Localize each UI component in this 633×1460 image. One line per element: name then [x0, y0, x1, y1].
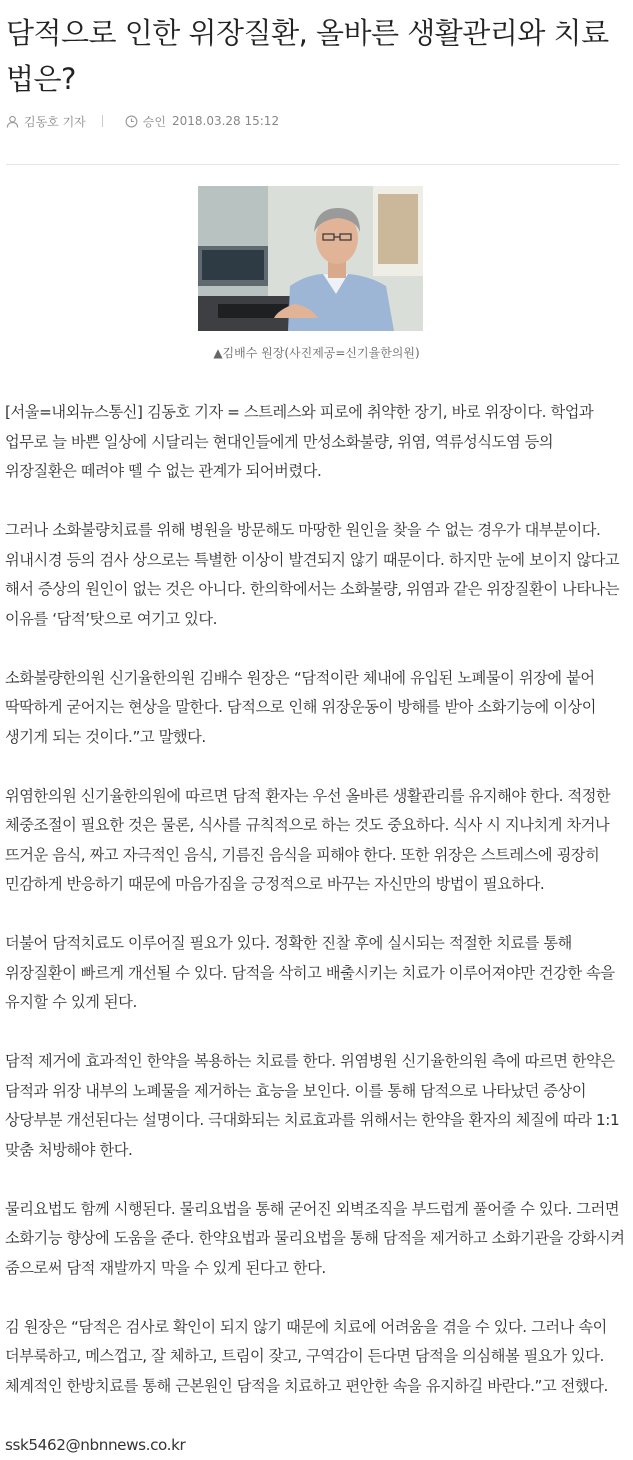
- article-paragraph: 소화불량한의원 신기율한의원 김배수 원장은 “담적이란 체내에 유입된 노폐물이 위장에 붙어 딱딱하게 굳어지는 현상을 말한다. 담적으로 인해 위장운동이 방해를 받아 소화기능에 이상이 생기게 되는 것이다.”고 말했다.: [5, 664, 625, 753]
- article-paragraph: 김 원장은 “담적은 검사로 확인이 되지 않기 때문에 치료에 어려움을 겪을 수 있다. 그러나 속이 더부룩하고, 메스껍고, 잘 체하고, 트림이 잦고, 구역감이 든다면 담적을 의심해볼 필요가 있다. 체계적인 한방치료를 통해 근본원인 담적을 치료하고 편안한 속을 유지하길 바란다.”고 전했다.: [5, 1313, 625, 1402]
- article-body: [5, 398, 625, 1460]
- reporter-email[interactable]: ssk5462@nbnnews.co.kr: [5, 1431, 625, 1460]
- published-date: 2018.03.28 15:12: [172, 114, 279, 128]
- header-divider: [6, 164, 619, 165]
- article-paragraph: 그러나 소화불량치료를 위해 병원을 방문해도 마땅한 원인을 찾을 수 없는 경우가 대부분이다. 위내시경 등의 검사 상으로는 특별한 이상이 발견되지 않기 때문이다. 하지만 눈에 보이지 않다고 해서 증상의 원인이 없는 것은 아니다. 한의학에서는 소화불량, 위염과 같은 위장질환이 나타나는 이유를 ‘담적’탓으로 여기고 있다.: [5, 516, 625, 634]
- photo-caption: ▲김배수 원장(사진제공=신기율한의원): [0, 344, 633, 361]
- article-paragraph: [서울=내외뉴스통신] 김동호 기자 = 스트레스와 피로에 취약한 장기, 바로 위장이다. 학업과 업무로 늘 바쁜 일상에 시달리는 현대인들에게 만성소화불량, 위염, 역류성식도염 등의 위장질환은 떼려야 뗄 수 없는 관계가 되어버렸다.: [5, 398, 625, 487]
- meta-divider: [102, 115, 103, 127]
- article-paragraph: 담적 제거에 효과적인 한약을 복용하는 치료를 한다. 위염병원 신기율한의원 측에 따르면 한약은 담적과 위장 내부의 노폐물을 제거하는 효능을 보인다. 이를 통해 담적으로 나타났던 증상이 상당부분 개선된다는 설명이다. 극대화되는 치료효과를 위해서는 한약을 환자의 체질에 따라 1:1 맞춤 처방해야 한다.: [5, 1047, 625, 1165]
- reporter-name[interactable]: 김동호 기자: [24, 113, 86, 130]
- clock-icon: [125, 115, 138, 128]
- article-paragraph: 더불어 담적치료도 이루어질 필요가 있다. 정확한 진찰 후에 실시되는 적절한 치료를 통해 위장질환이 빠르게 개선될 수 있다. 담적을 삭히고 배출시키는 치료가 이루어져야만 건강한 속을 유지할 수 있게 된다.: [5, 929, 625, 1018]
- article-title: 담적으로 인한 위장질환, 올바른 생활관리와 치료법은?: [6, 10, 628, 102]
- article-paragraph: 위염한의원 신기율한의원에 따르면 담적 환자는 우선 올바른 생활관리를 유지해야 한다. 적정한 체중조절이 필요한 것은 물론, 식사를 규칙적으로 하는 것도 중요하다. 식사 시 지나치게 차거나 뜨거운 음식, 짜고 자극적인 음식, 기름진 음식을 피해야 한다. 또한 위장은 스트레스에 굉장히 민감하게 반응하기 때문에 마음가짐을 긍정적으로 바꾸는 자신만의 방법이 필요하다.: [5, 782, 625, 900]
- published-label: 승인: [143, 113, 166, 130]
- doctor-photo-illustration: [198, 186, 423, 331]
- person-icon: [6, 115, 19, 128]
- article-meta: [6, 110, 279, 132]
- article-photo[interactable]: [198, 186, 423, 331]
- article-paragraph: 물리요법도 함께 시행된다. 물리요법을 통해 굳어진 외벽조직을 부드럽게 풀어줄 수 있다. 그러면 소화기능 향상에 도움을 준다. 한약요법과 물리요법을 통해 담적을 제거하고 소화기관을 강화시켜 줌으로써 담적 재발까지 막을 수 있게 된다고 한다.: [5, 1195, 625, 1284]
